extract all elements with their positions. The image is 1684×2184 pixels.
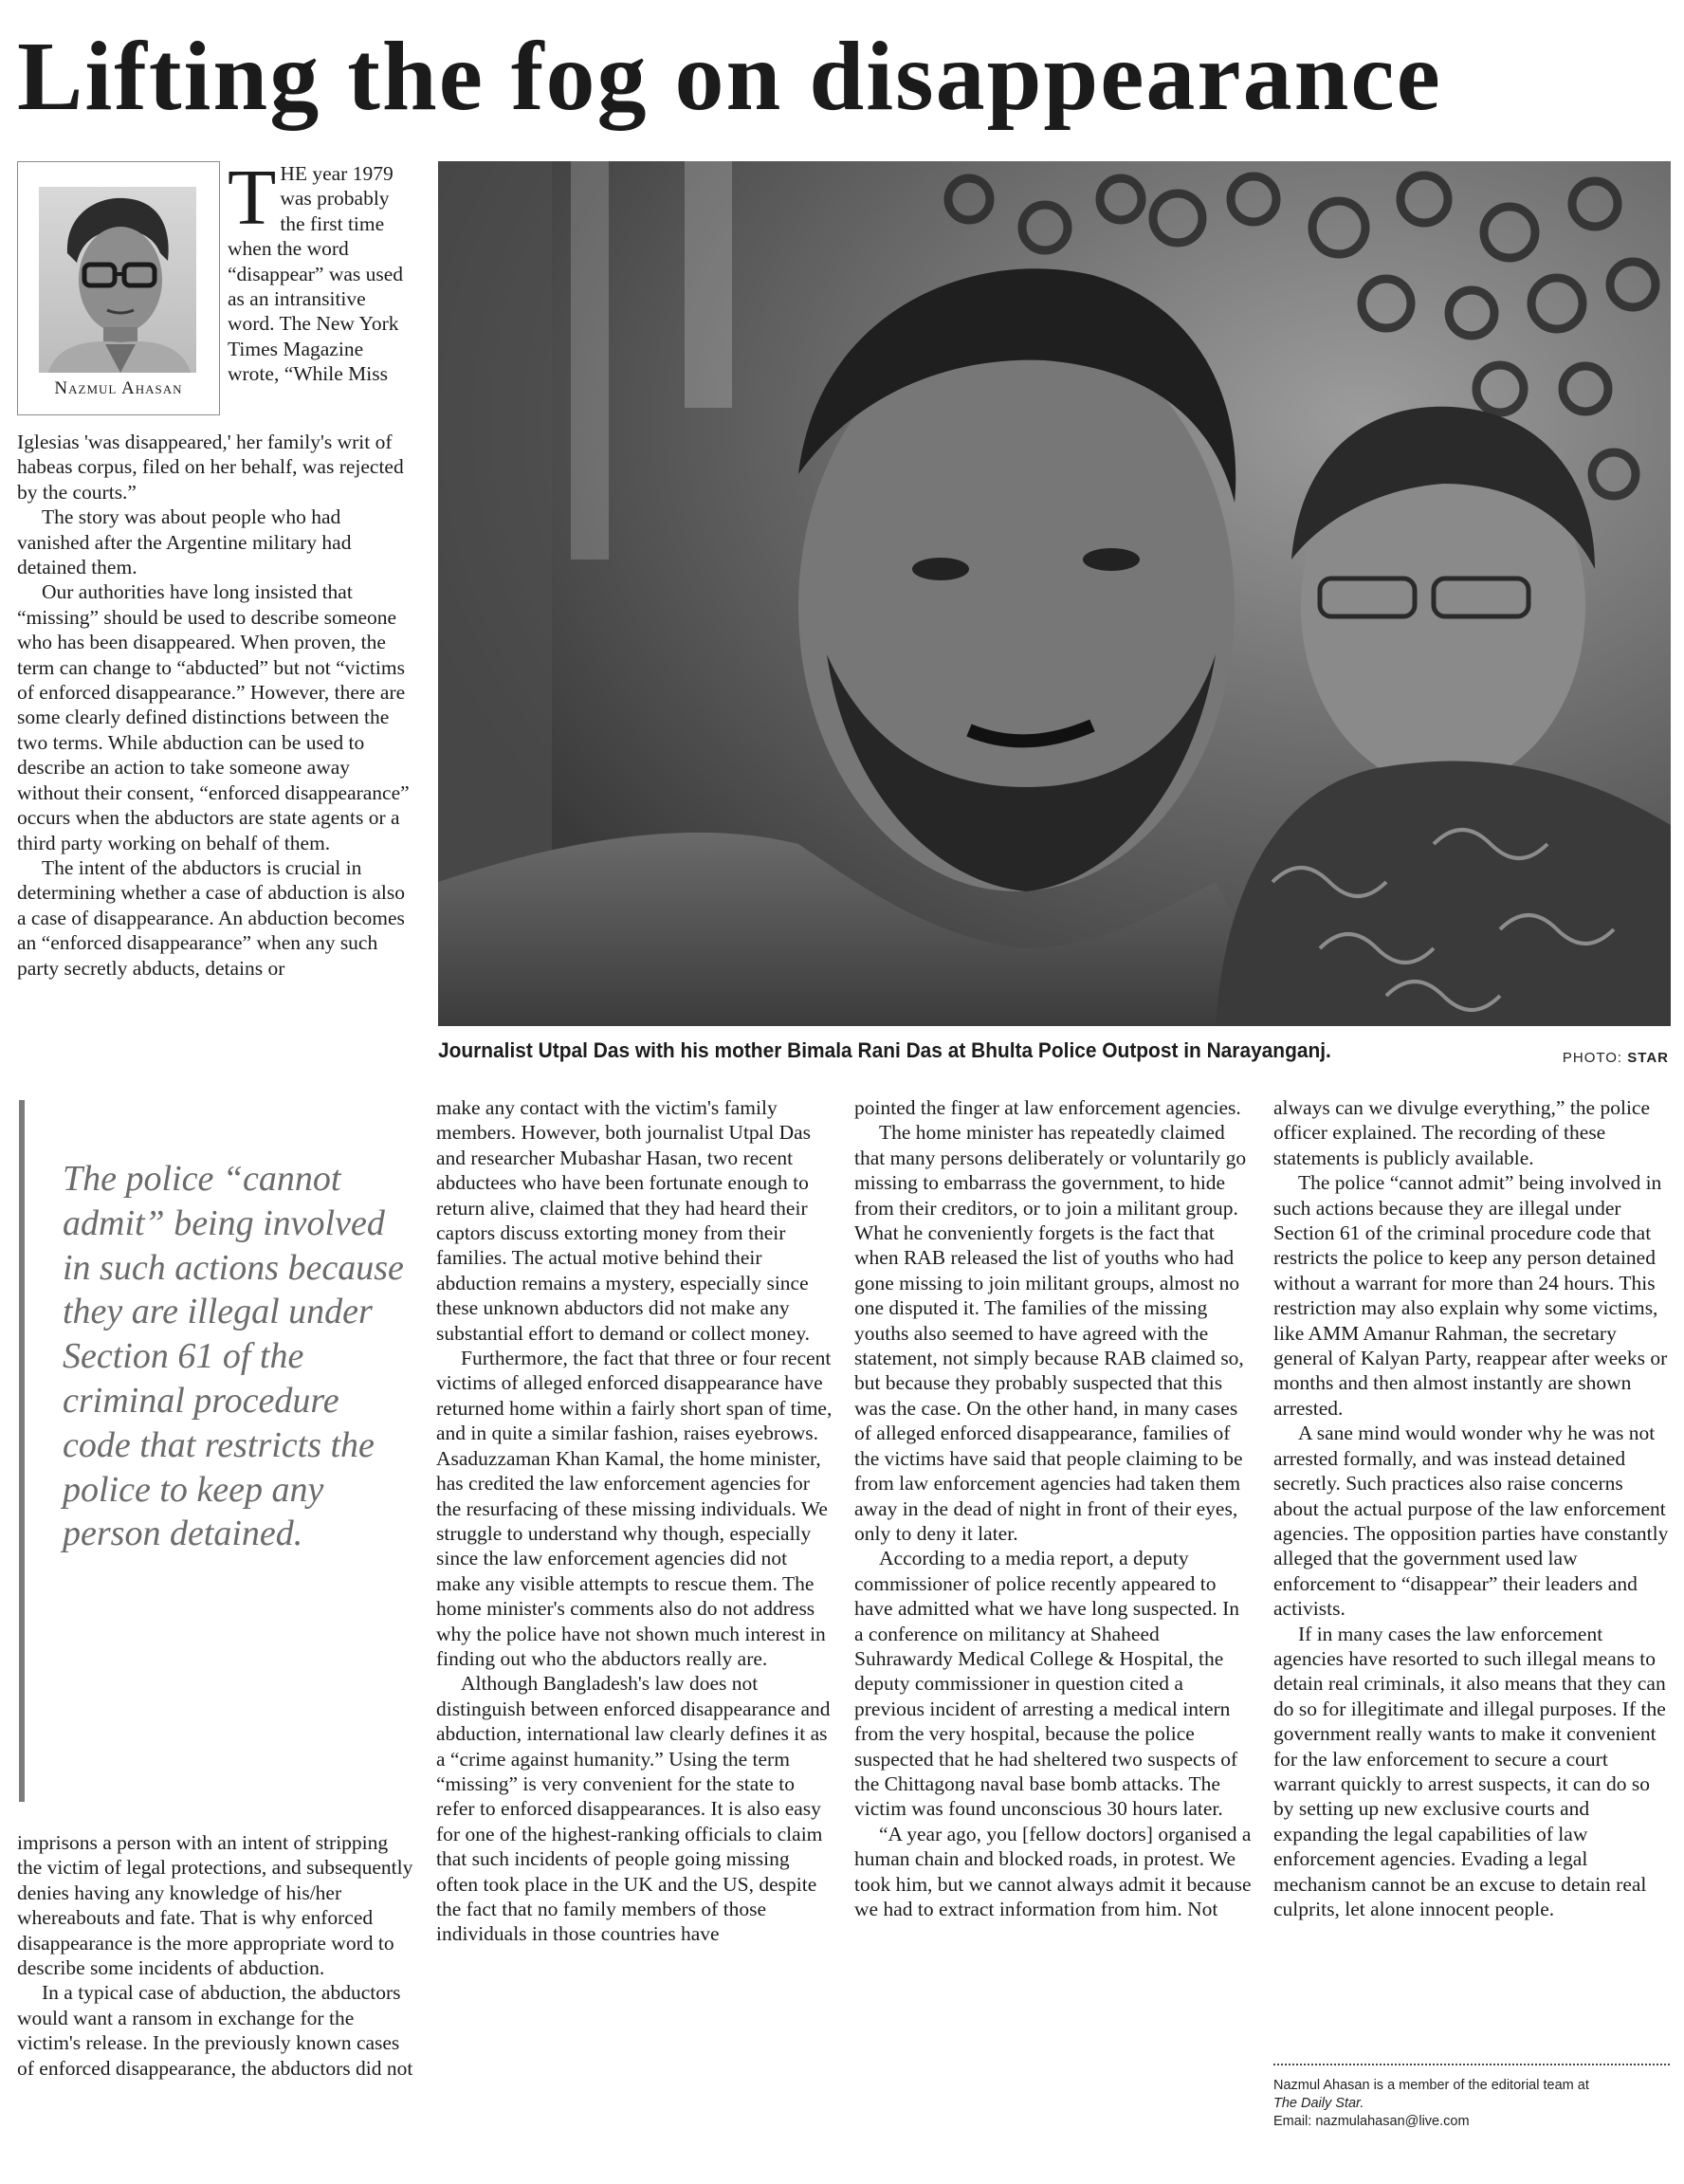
paragraph: The home minister has repeatedly claimed that many persons deliberately or voluntarily go missing to embarrass the government, to hide from their creditors, or to join a militant group. What he conveniently forgets is the fact that when RAB released the list of youths who had gone missing to join militant groups, almost no one disputed it. The families of the missing youths also seemed to have agreed with the statement, not simply because RAB claimed so, but because they probably suspected that this was the case. On the other hand, in many cases of alleged enforced disappearance, families of the victims have said that people claiming to be from law enforcement agencies had taken them away in the dead of night in front of their eyes, only to deny it later. (854, 1121, 1247, 1545)
pull-quote: The police “cannot admit” being involved in such actions because they are illegal under Section 61 of the criminal procedure code that restricts the police to keep any person detained. (63, 1159, 404, 1554)
paragraph: “A year ago, you [fellow doctors] organised a human chain and blocked roads, in protest. We took him, but we cannot always admit it because we had to extract information from him. Not (854, 1822, 1252, 1920)
paragraph: Iglesias 'was disappeared,' her family's writ of habeas corpus, filed on her behalf, was rejected by the courts.” (17, 431, 404, 504)
paragraph: Our authorities have long insisted that “missing” should be used to describe someone who has been disappeared. When proven, the term can change to “abducted” but not “victims of enforced disappearance.” However, there are some clearly defined distinctions between the two terms. While abduction can be used to describe an action to take someone away without their consent, “enforced disappearance” occurs when the abductors are state agents or a third party working on behalf of them. (17, 580, 410, 854)
paragraph: The intent of the abductors is crucial in determining whether a case of abduction is also a case of disappearance. An abduction becomes an “enforced disappearance” when any such party secretly abducts, detains or (17, 855, 405, 980)
author-bio (1273, 2077, 1670, 2131)
paragraph: make any contact with the victim's family members. However, both journalist Utpal Das and researcher Mubashar Hasan, two recent abductees who have been fortunate enough to return alive, claimed that they had heard their captors discuss extorting money from their families. The actual motive behind their abduction remains a mystery, especially since these unknown abductors did not make any substantial effort to demand or collect money. (436, 1096, 812, 1345)
paragraph: Although Bangladesh's law does not distinguish between enforced disappearance and abduction, international law clearly defines it as a “crime against humanity.” Using the term “missing” is very convenient for the state to refer to enforced disappearances. It is also easy for one of the highest-ranking officials to claim that such incidents of people going missing often took place in the UK and the US, despite the fact that no family members of those individuals in those countries have (436, 1672, 831, 1946)
author-byline: Nazmul Ahasan (54, 378, 183, 398)
paragraph: Furthermore, the fact that three or four recent victims of alleged enforced disappearance have returned home within a fairly short span of time, and in quite a similar fashion, raises eyebrows. Asaduzzaman Khan Kamal, the home minister, has credited the law enforcement agencies for the resurfacing of these missing individuals. We struggle to understand why though, especially since the law enforcement agencies did not make any visible attempts to rescue them. The home minister's comments also do not address why the police have not shown much interest in finding out who the abductors really are. (436, 1347, 833, 1670)
paragraph: always can we divulge everything,” the police officer explained. The recording of these statements is publicly available. (1273, 1096, 1651, 1169)
bio-line: Nazmul Ahasan is a member of the editorial team at (1273, 2078, 1589, 2093)
paragraph: A sane mind would wonder why he was not arrested formally, and was instead detained secretly. Such practices also raise concerns about the actual purpose of the law enforcement agencies. The opposition parties have constantly alleged that the government used law enforcement to “disappear” their leaders and activists. (1273, 1422, 1669, 1621)
bio-publication: The Daily Star. (1273, 2096, 1364, 2111)
paragraph: In a typical case of abduction, the abductors would want a ransom in exchange for the victim's release. In the previously known cases of enforced disappearance, the abductors did not (17, 1981, 413, 2080)
author-box (17, 161, 220, 415)
column-3 (854, 1095, 1253, 1921)
article-photo (438, 161, 1671, 1026)
column-4 (1273, 1095, 1670, 1921)
pull-quote-rule (19, 1100, 25, 1802)
author-photo (39, 187, 196, 373)
paragraph: The story was about people who had vanished after the Argentine military had detained them. (17, 505, 352, 579)
paragraph: The police “cannot admit” being involved in such actions because they are illegal under Section 61 of the criminal procedure code that restricts the police to keep any person detained without a warrant for more than 24 hours. This restriction may also explain why some victims, like AMM Amanur Rahman, the secretary general of Kalyan Party, reappear after weeks or months and then almost instantly are shown arrested. (1273, 1171, 1668, 1420)
paragraph: If in many cases the law enforcement agencies have resorted to such illegal means to detain real criminals, it also means that they can do so for illegitimate and illegal purposes. If the government really wants to make it convenient for the law enforcement to secure a court warrant quickly to arrest suspects, it can do so by setting up new exclusive courts and expanding the legal capabilities of law enforcement agencies. Evading a legal mechanism cannot be an excuse to detain real culprits, let alone innocent people. (1273, 1622, 1666, 1920)
photo-credit-label: PHOTO: (1562, 1050, 1623, 1066)
column-2 (436, 1095, 834, 1947)
drop-cap: T (228, 154, 277, 242)
photo-caption: Journalist Utpal Das with his mother Bimala Rani Das at Bhulta Police Outpost in Narayanganj. (438, 1038, 1331, 1062)
column-1-bottom (17, 1830, 413, 2081)
photo-credit (1563, 1050, 1669, 1066)
bio-email: Email: nazmulahasan@live.com (1273, 2114, 1470, 2129)
paragraph: pointed the finger at law enforcement agencies. (854, 1096, 1241, 1119)
bio-divider (1273, 2064, 1670, 2065)
paragraph: According to a media report, a deputy commissioner of police recently appeared to have admitted what we have long suspected. In a conference on militancy at Shaheed Suhrawardy Medical College & Hospital, the deputy commissioner in question cited a previous incident of arresting a medical intern from the very hospital, because the police suspected that he had sheltered two suspects of the Chittagong naval base bomb attacks. The victim was found unconscious 30 hours later. (854, 1547, 1239, 1821)
headline: Lifting the fog on disappearance (17, 22, 1442, 131)
paragraph: imprisons a person with an intent of stripping the victim of legal protections, and subsequently denies having any knowledge of his/her whereabouts and fate. That is why enforced disappearance is the more appropriate word to describe some incidents of abduction. (17, 1831, 413, 1980)
article-intro (228, 154, 413, 387)
column-1-top (17, 430, 413, 981)
photo-credit-source: STAR (1627, 1050, 1669, 1066)
intro-text: HE year 1979 was probably the first time when the word “disappear” was used as an intransitive word. The New York Times Magazine wrote, “While Miss (228, 162, 404, 386)
